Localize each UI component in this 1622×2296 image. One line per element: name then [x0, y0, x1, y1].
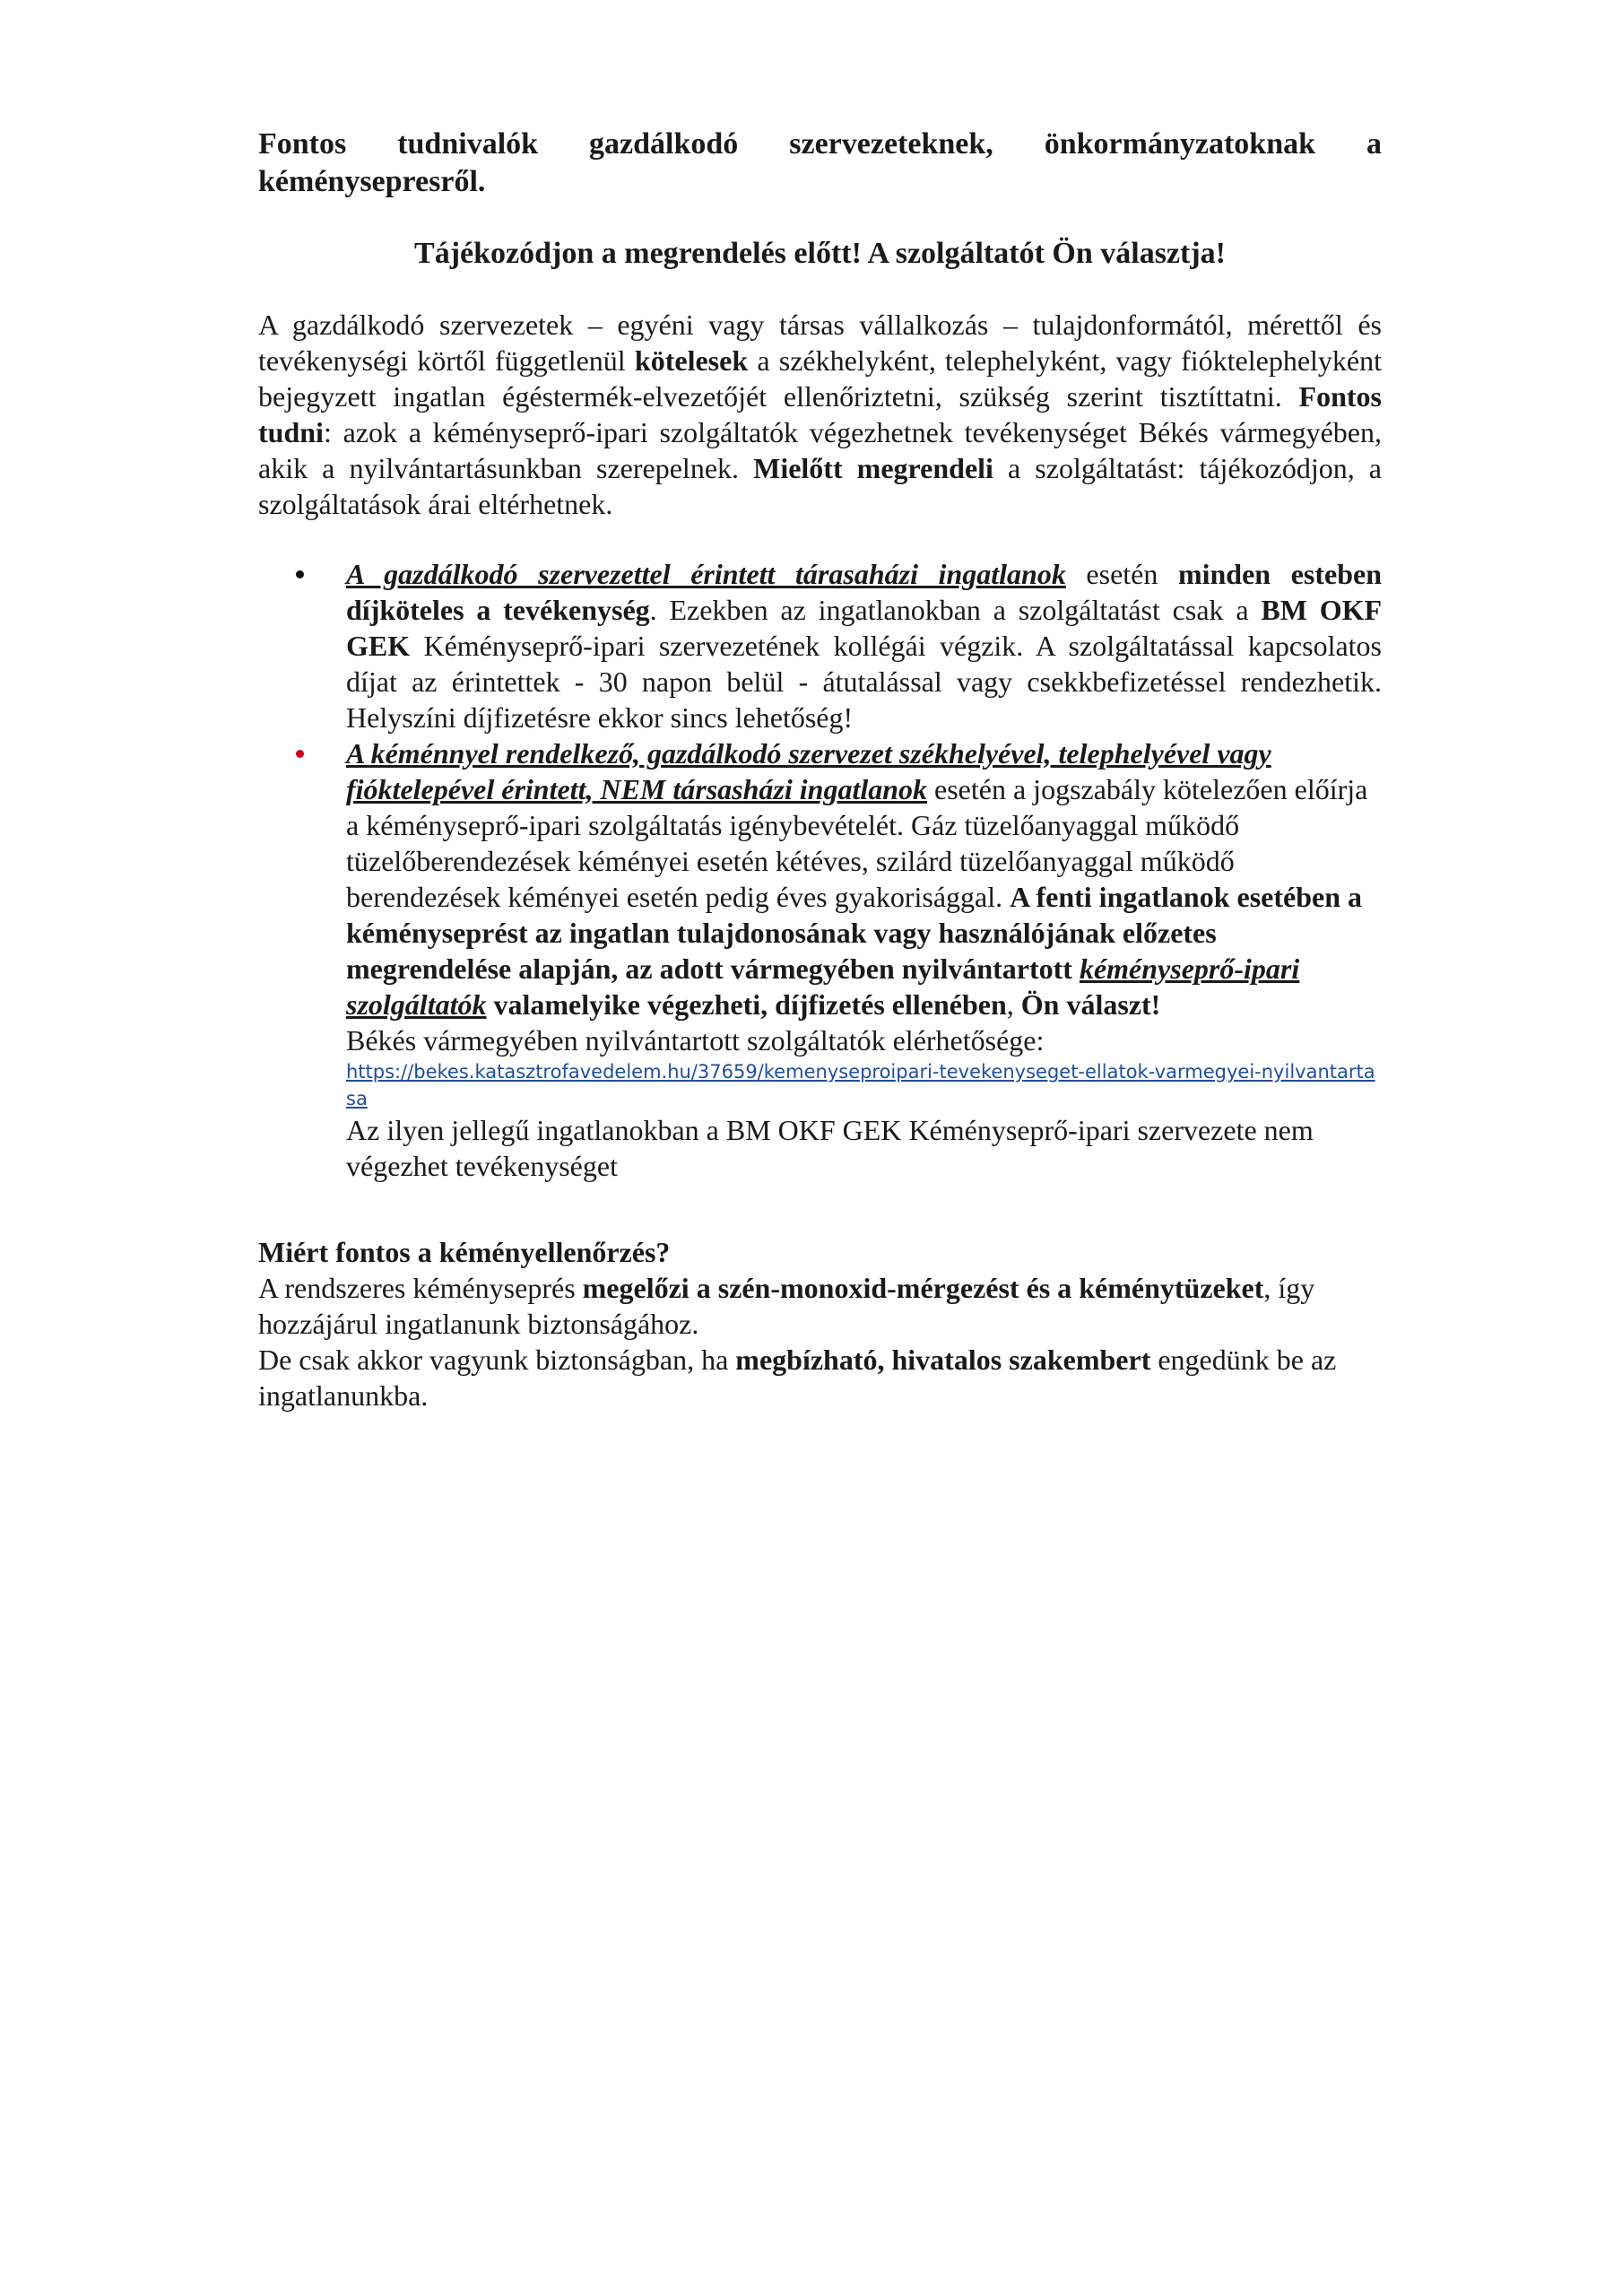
bullet-list [258, 556, 1382, 1184]
why-p1-text-2: , így hozzájárul ingatlanunk biztonságához. [258, 1272, 1315, 1340]
bullet-dot-icon [296, 750, 304, 758]
why-paragraph-1 [258, 1270, 1382, 1342]
bullet1-heading: A gazdálkodó szervezettel érintett tárasaházi ingatlanok [346, 558, 1066, 590]
providers-registry-link[interactable]: https://bekes.katasztrofavedelem.hu/37659/kemenyseproipari-tevekenyseget-ellatok-varmegyei-nyilvantartasa [346, 1061, 1375, 1109]
intro-bold-mielott: Mielőtt megrendeli [753, 452, 993, 484]
bullet2-bold-1: A fenti ingatlanok esetében a kéményseprést az ingatlan tulajdonosának vagy használójának előzetes megrendelése alapján, az adott vármegyében nyilvántartott [346, 881, 1363, 985]
why-p2-bold: megbízható, hivatalos szakembert [735, 1344, 1151, 1376]
bullet2-text-2: , [1006, 988, 1021, 1021]
document-title: Fontos tudnivalók gazdálkodó szervezeteknek, önkormányzatoknak a kéménysepresről. [258, 127, 1382, 198]
bullet2-providers-link-text: kéményseprő-ipari szolgáltatók [346, 952, 1300, 1021]
why-p1-text-1: A rendszeres kéményseprés [258, 1272, 583, 1304]
bullet2-heading: A kéménnyel rendelkező, gazdálkodó szervezet székhelyével, telephelyével vagy fióktelepével érintett, NEM társasházi ingatlanok [346, 737, 1271, 805]
intro-text-3: : azok a kéményseprő-ipari szolgáltatók végezhetnek tevékenységet Békés vármegyében, akik a nyilvántartásunkban szerepelnek. [258, 416, 1382, 484]
bullet1-text-3: Kéményseprő-ipari szervezetének kollégái végzik. A szolgáltatással kapcsolatos díjat az érintettek - 30 napon belül - átutalással vagy csekkbefizetéssel rendezhetik. Helyszíni díjfizetésre ekkor sincs lehetőség! [346, 630, 1382, 734]
bullet1-text-1: esetén [1065, 558, 1178, 590]
why-p2-text-1: De csak akkor vagyunk biztonságban, ha [258, 1344, 736, 1376]
bullet2-availability: Békés vármegyében nyilvántartott szolgáltatók elérhetősége: [346, 1024, 1045, 1057]
intro-paragraph [258, 307, 1382, 522]
why-paragraph-2 [258, 1342, 1382, 1413]
intro-text-4: a szolgáltatást: tájékozódjon, a szolgáltatások árai eltérhetnek. [258, 452, 1383, 520]
intro-bold-kotelesek: kötelesek [634, 344, 749, 377]
bullet1-bold-2: BM OKF GEK [346, 594, 1383, 662]
bullet1-text-2: . Ezekben az ingatlanokban a szolgáltatást csak a [649, 594, 1262, 626]
bullet2-bold-2: valamelyike végezheti, díjfizetés ellenében [486, 988, 1007, 1021]
intro-bold-fontos-tudni: Fontos tudni [258, 380, 1382, 448]
why-p1-bold: megelőzi a szén-monoxid-mérgezést és a kéménytüzeket [582, 1272, 1264, 1304]
document-subtitle: Tájékozódjon a megrendelés előtt! A szolgáltatót Ön választja! [414, 237, 1226, 270]
bullet1-bold-1: minden esteben díjköteles a tevékenység [346, 558, 1382, 626]
intro-text-2: a székhelyként, telephelyként, vagy fióktelephelyként bejegyzett ingatlan égéstermék-elvezetőjét ellenőriztetni, szükség szerint tisztíttatni. [258, 344, 1383, 413]
intro-text-1: A gazdálkodó szervezetek – egyéni vagy társas vállalkozás – tulajdonformától, mérettől és tevékenységi körtől függetlenül [258, 309, 1382, 377]
bullet-item-tarsashazi [258, 556, 1382, 735]
why-heading: Miért fontos a kéményellenőrzés? [258, 1236, 671, 1268]
bullet-dot-icon [296, 570, 304, 578]
document-content [258, 126, 1382, 1413]
why-p2-text-2: engedünk be az ingatlanunkba. [258, 1344, 1337, 1412]
bullet2-note: Az ilyen jellegű ingatlanokban a BM OKF GEK Kéményseprő-ipari szervezete nem végezhet tevékenységet [346, 1114, 1314, 1182]
bullet2-text-1: esetén a jogszabály kötelezően előírja a kéményseprő-ipari szolgáltatás igénybevételét. Gáz tüzelőanyaggal működő tüzelőberendezések kéményei esetén kétéves, szilárd tüzelőanyaggal működő berendezések kéményei esetén pedig éves gyakorisággal. [346, 773, 1368, 913]
bullet2-bold-3: Ön választ! [1020, 988, 1161, 1021]
bullet-item-nem-tarsashazi [258, 735, 1382, 1184]
